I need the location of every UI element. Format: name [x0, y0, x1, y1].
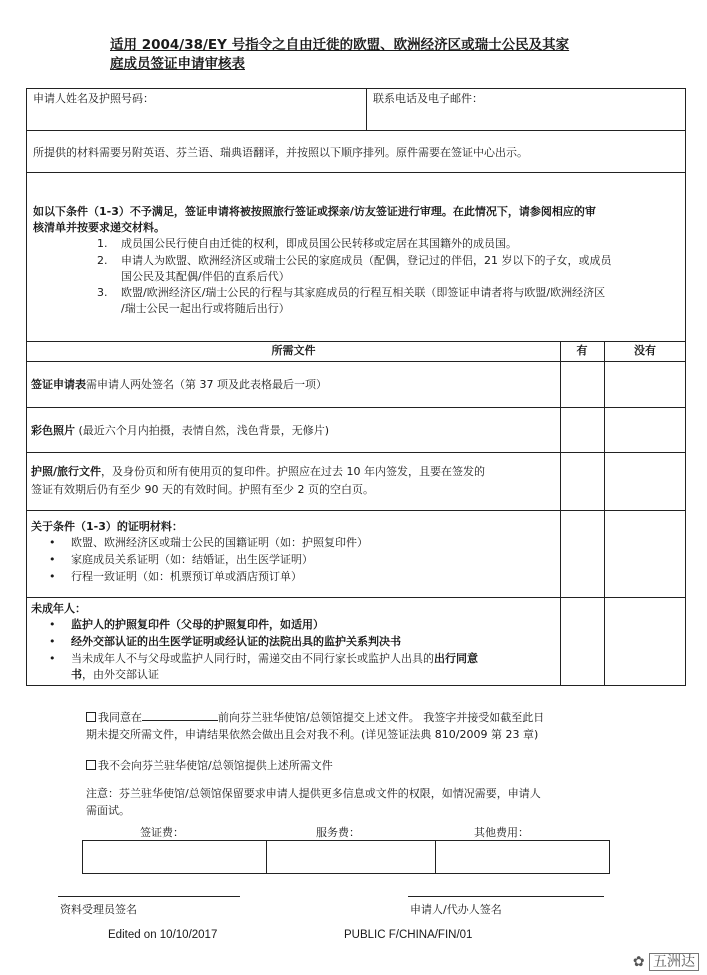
minor-item-bold: 书	[71, 668, 82, 681]
contact-label: 联系电话及电子邮件：	[373, 92, 483, 105]
doc-row-application	[31, 377, 327, 393]
decline-checkbox[interactable]	[86, 760, 96, 770]
doc-desc-cont: 签证有效期后仍有至少 90 天的有效时间。护照有至少 2 页的空白页。	[31, 483, 374, 496]
bullet-icon: •	[49, 635, 56, 648]
header-yes: 有	[576, 344, 588, 357]
minor-item: 监护人的护照复印件（父母的护照复印件，如适用）	[71, 618, 324, 631]
condition-number: 1.	[97, 237, 108, 250]
form-title	[110, 36, 630, 74]
column-divider	[366, 89, 367, 130]
condition-text-cont: /瑞士公民一起出行或将随后出行）	[121, 302, 290, 315]
agree-line-1	[86, 710, 544, 726]
date-blank-field[interactable]	[142, 710, 218, 721]
doc-desc: (最近六个月内拍摄，表情自然，浅色背景，无修片)	[78, 424, 330, 437]
doc-title: 签证申请表	[31, 378, 86, 391]
minor-item: 经外交部认证的出生医学证明或经认证的法院出具的监护关系判决书	[71, 635, 401, 648]
minor-item-bold: 出行同意	[434, 652, 478, 665]
row-divider	[27, 361, 685, 362]
condition-number: 2.	[97, 254, 108, 267]
minor-heading: 未成年人：	[31, 602, 86, 615]
applicant-signature-label: 申请人/代办人签名	[410, 903, 502, 916]
translation-note: 所提供的材料需要另附英语、芬兰语、瑞典语翻译，并按照以下顺序排列。原件需要在签证中心出示。	[33, 146, 528, 159]
bullet-icon: •	[49, 536, 56, 549]
conditions-intro-line-1: 如以下条件（1-3）不予满足，签证申请将被按照旅行签证或探亲/访友签证进行审理。在此情况下，请参阅相应的审	[33, 205, 596, 218]
agree-line-2: 期未提交所需文件，申请结果依然会做出且会对我不利。(详见签证法典 810/2009 第 23 章)	[86, 728, 539, 741]
staff-signature-line[interactable]	[58, 896, 240, 897]
other-fee-label: 其他费用：	[474, 826, 529, 839]
title-line-1: 适用 2004/38/EY 号指令之自由迁徙的欧盟、欧洲经济区或瑞士公民及其家	[110, 37, 570, 53]
watermark	[633, 951, 699, 971]
minor-item-text: ，由外交部认证	[82, 668, 159, 681]
row-divider	[27, 597, 685, 598]
agree-text-pre: 我同意在	[98, 711, 142, 724]
row-divider	[27, 130, 685, 131]
minor-item	[71, 651, 478, 667]
proof-heading: 关于条件（1-3）的证明材料：	[31, 520, 183, 533]
minor-item-cont	[71, 667, 159, 683]
fees-table	[82, 840, 610, 874]
agree-text-post: 前向芬兰驻华使馆/总领馆提交上述文件。 我签字并接受如截至此日	[218, 711, 545, 724]
column-divider	[604, 341, 605, 685]
proof-item: 家庭成员关系证明（如：结婚证，出生医学证明）	[71, 553, 313, 566]
doc-title: 护照/旅行文件	[31, 465, 102, 478]
doc-row-photo	[31, 423, 329, 439]
row-divider	[27, 452, 685, 453]
column-divider	[560, 341, 561, 685]
doc-desc: 需申请人两处签名（第 37 项及此表格最后一项）	[86, 378, 327, 391]
service-fee-field[interactable]	[267, 841, 435, 873]
wechat-icon: ✿	[632, 954, 645, 970]
bullet-icon: •	[49, 553, 56, 566]
title-line-2: 庭成员签证申请审核表	[110, 56, 245, 72]
form-code: PUBLIC F/CHINA/FIN/01	[344, 929, 473, 941]
condition-number: 3.	[97, 286, 108, 299]
visa-fee-label: 签证费：	[140, 826, 184, 839]
row-divider	[27, 407, 685, 408]
decline-line	[86, 758, 333, 774]
proof-item: 行程一致证明（如：机票预订单或酒店预订单）	[71, 570, 302, 583]
proof-item: 欧盟、欧洲经济区或瑞士公民的国籍证明（如：护照复印件）	[71, 536, 368, 549]
notice-line-2: 需面试。	[86, 804, 130, 817]
doc-desc: ，及身份页和所有使用页的复印件。护照应在过去 10 年内签发，且要在签发的	[101, 465, 486, 478]
staff-signature-label: 资料受理员签名	[60, 903, 137, 916]
bullet-icon: •	[49, 618, 56, 631]
applicant-name-label: 申请人姓名及护照号码：	[33, 92, 154, 105]
service-fee-label: 服务费：	[316, 826, 360, 839]
agree-checkbox[interactable]	[86, 712, 96, 722]
edited-date: Edited on 10/10/2017	[108, 929, 218, 941]
condition-text: 申请人为欧盟、欧洲经济区或瑞士公民的家庭成员（配偶，登记过的伴侣，21 岁以下的子女，或成员	[121, 254, 612, 267]
condition-text-cont: 国公民及其配偶/伴侣的直系后代）	[121, 270, 290, 283]
condition-text: 欧盟/欧洲经济区/瑞士公民的行程与其家庭成员的行程互相关联（即签证申请者将与欧盟/欧洲经济区	[121, 286, 606, 299]
notice-line-1: 注意：芬兰驻华使馆/总领馆保留要求申请人提供更多信息或文件的权限，如情况需要，申请人	[86, 787, 541, 800]
visa-fee-field[interactable]	[83, 841, 266, 873]
conditions-intro-line-2: 核清单并按要求递交材料。	[33, 221, 165, 234]
other-fee-field[interactable]	[436, 841, 609, 873]
row-divider	[27, 172, 685, 173]
minor-item-text: 当未成年人不与父母或监护人同行时，需递交由不同行家长或监护人出具的	[71, 652, 434, 665]
bullet-icon: •	[49, 570, 56, 583]
header-no: 没有	[634, 344, 656, 357]
checklist-table	[26, 88, 686, 686]
applicant-signature-line[interactable]	[408, 896, 604, 897]
row-divider	[27, 341, 685, 342]
watermark-text: 五洲达	[649, 953, 699, 971]
header-required-docs: 所需文件	[271, 344, 316, 357]
row-divider	[27, 510, 685, 511]
doc-title: 彩色照片	[31, 424, 75, 437]
bullet-icon: •	[49, 652, 56, 665]
condition-text: 成员国公民行使自由迁徙的权利，即成员国公民转移或定居在其国籍外的成员国。	[121, 237, 517, 250]
doc-row-passport	[31, 464, 485, 480]
decline-text: 我不会向芬兰驻华使馆/总领馆提供上述所需文件	[98, 759, 333, 772]
